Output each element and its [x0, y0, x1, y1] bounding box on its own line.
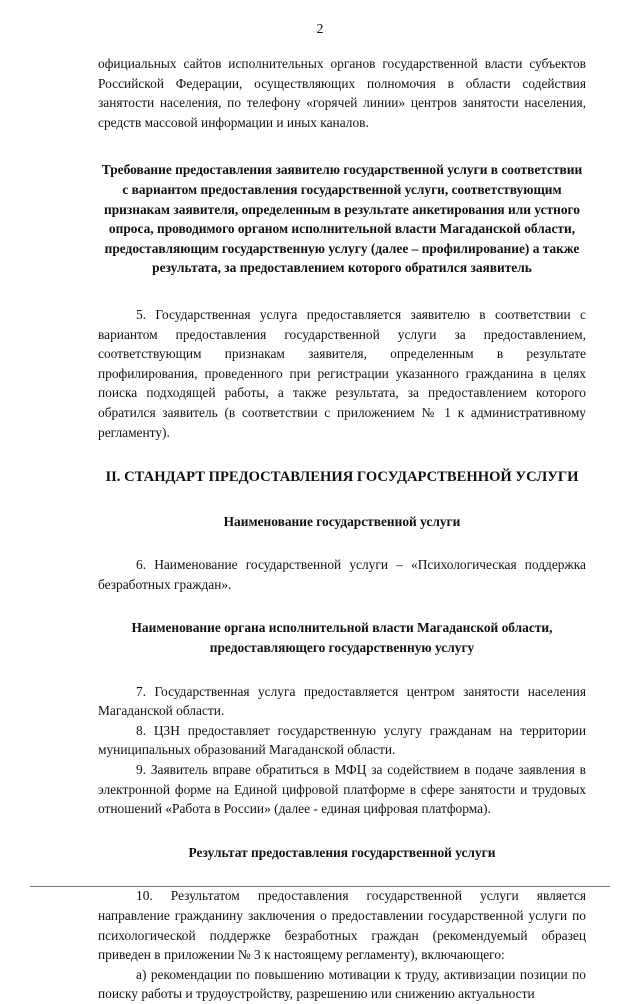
- document-body: [98, 54, 586, 1004]
- heading-requirement: Требование предоставления заявителю государственной услуги в соответствии с вариантом предоставления государственной услуги, соответствующим признакам заявителя, определенным в результате анкетирования или устного опроса, проводимого органом исполнительной власти Магаданской области, предоставляющим государственную услугу (далее – профилирование) а также результата, за предоставлением которого обратился заявитель: [101, 162, 583, 276]
- paragraph-10a: а) рекомендации по повышению мотивации к труду, активизации позиции по поиску работы и трудоустройству, разрешению или снижению актуальности: [98, 966, 586, 1002]
- paragraph-6: 6. Наименование государственной услуги – «Психологическая поддержка безработных граждан».: [98, 557, 586, 592]
- paragraph-9: 9. Заявитель вправе обратиться в МФЦ за содействием в подаче заявления в электронной форме на Единой цифровой платформе в сфере занятости и трудовых отношений «Работа в России» (далее - единая цифровая платформа).: [98, 762, 586, 817]
- paragraph-8: 8. ЦЗН предоставляет государственную услугу гражданам на территории муниципальных образований Магаданской области.: [98, 722, 586, 758]
- paragraph-7: 7. Государственная услуга предоставляется центром занятости населения Магаданской области.: [98, 683, 586, 719]
- heading-service-name: Наименование государственной услуги: [223, 513, 461, 529]
- paragraph-5: 5. Государственная услуга предоставляется заявителю в соответствии с вариантом предоставления государственной услуги за предоставлением, соответствующим признакам заявителя, определенным в результате профилирования, проведенного при регистрации указанного гражданина в целях поиска подходящей работы, а также результата, за предоставлением которого обратился заявитель (в соответствии с приложением № 1 к административному регламенту).: [98, 306, 586, 440]
- intro-paragraph: официальных сайтов исполнительных органов государственной власти субъектов Российской Федерации, осуществляющих полномочия в области содействия занятости населения, по телефону «горячей линии» центров занятости населения, средств массовой информации и иных каналов.: [98, 56, 586, 130]
- heading-authority: Наименование органа исполнительной власти Магаданской области, предоставляющего государственную услугу: [131, 620, 553, 656]
- heading-result: Результат предоставления государственной услуги: [188, 844, 496, 860]
- page-bottom-divider: [30, 886, 610, 887]
- page-number: 2: [316, 22, 324, 37]
- paragraph-10: 10. Результатом предоставления государственной услуги является направление гражданину заключения о предоставлении государственной услуги по психологической поддержке безработных граждан (рекомендуемый образец приведен в приложении № 3 к настоящему регламенту), включающего:: [98, 888, 586, 963]
- section-title: II. СТАНДАРТ ПРЕДОСТАВЛЕНИЯ ГОСУДАРСТВЕННОЙ УСЛУГИ: [105, 469, 579, 486]
